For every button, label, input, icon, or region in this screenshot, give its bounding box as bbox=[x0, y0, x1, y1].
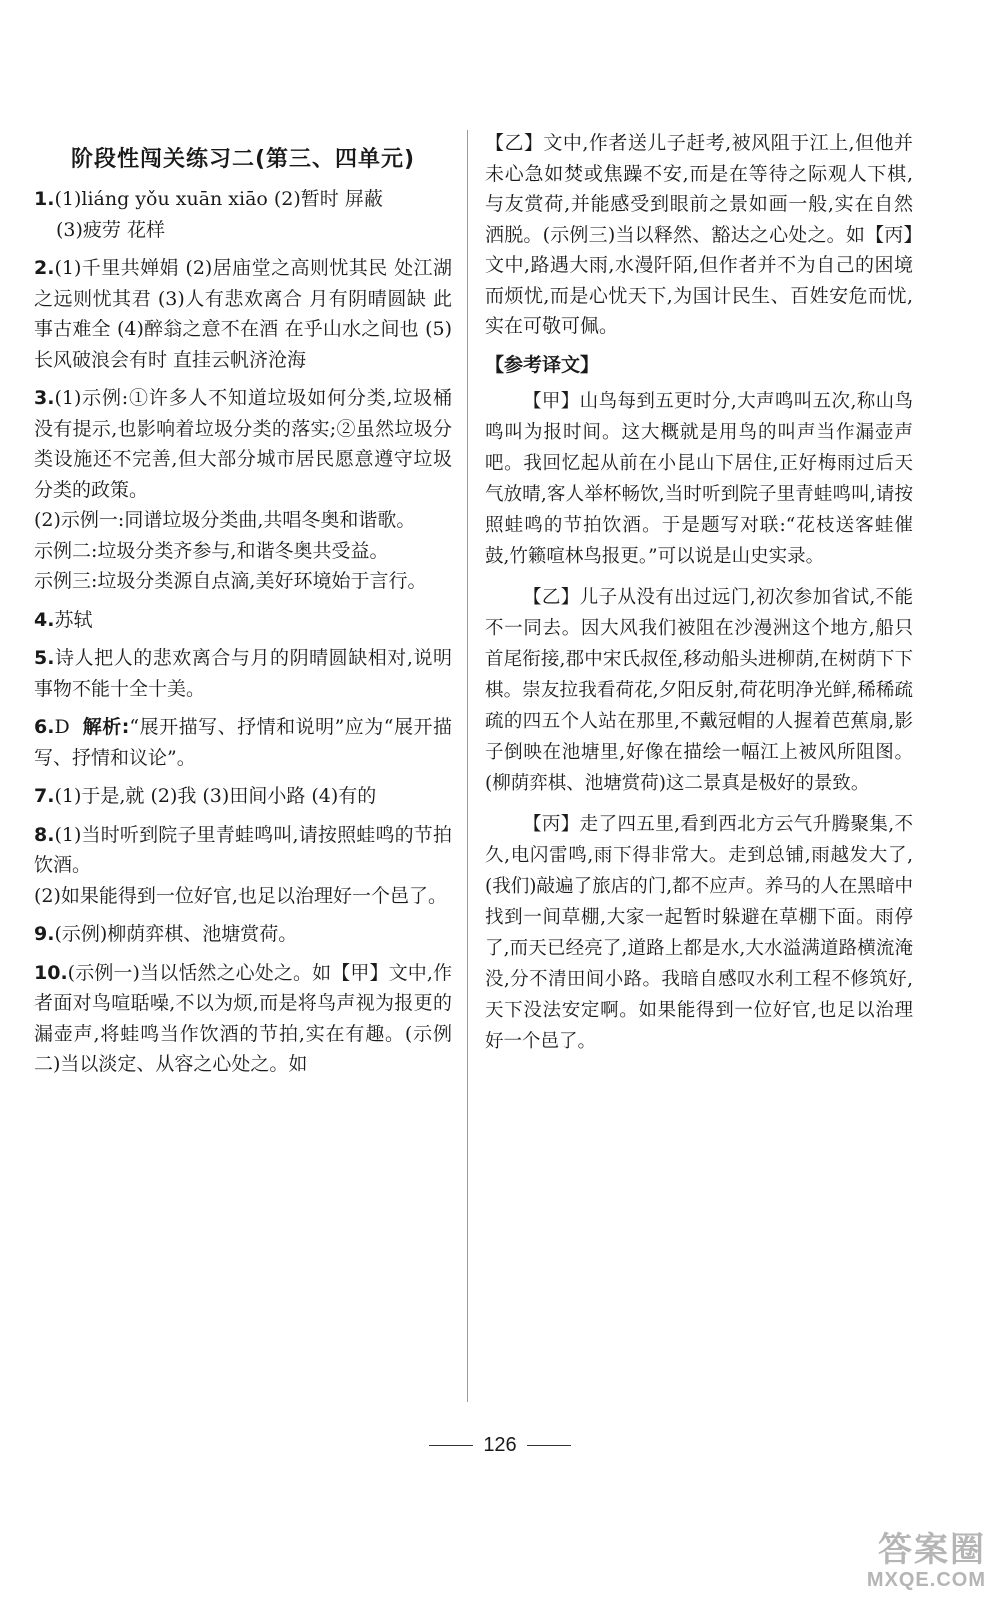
watermark-logo-text: 答案圈 bbox=[878, 1531, 986, 1569]
page-number-rule-right bbox=[527, 1445, 571, 1446]
item-text: (1)示例:①许多人不知道垃圾如何分类,垃圾桶没有提示,也影响着垃圾分类的落实;②虽然垃圾分类设施还不完善,但大部分城市居民愿意遵守垃圾分类的政策。 bbox=[34, 387, 452, 501]
answer-item-5 bbox=[34, 643, 452, 704]
item-number: 2. bbox=[34, 257, 55, 279]
item-text: (1)千里共婵娟 (2)居庙堂之高则忧其民 处江湖之远则忧其君 (3)人有悲欢离合 月有阴晴圆缺 此事古难全 (4)醉翁之意不在酒 在乎山水之间也 (5)长风破浪会有时 直挂云帆济沧海 bbox=[34, 257, 452, 371]
right-column bbox=[485, 128, 913, 1067]
item-text: (1)liáng yǒu xuān xiāo (2)暂时 屏蔽 bbox=[54, 188, 383, 210]
item-text: 示例三:垃圾分类源自点滴,美好环境始于言行。 bbox=[34, 570, 427, 592]
item-text: (2)示例一:同谱垃圾分类曲,共唱冬奥和谐歌。 bbox=[34, 509, 416, 531]
item-number: 9. bbox=[34, 923, 55, 945]
translation-paragraph-bing: 【丙】走了四五里,看到西北方云气升腾聚集,不久,电闪雷鸣,雨下得非常大。走到总铺,雨越发大了,(我们)敲遍了旅店的门,都不应声。养马的人在黑暗中找到一间草棚,大家一起暂时躲避在草棚下面。雨停了,而天已经亮了,道路上都是水,大水溢满道路横流淹没,分不清田间小路。我暗自感叹水利工程不修筑好,天下没法安定啊。如果能得到一位好官,也足以治理好一个邑了。 bbox=[485, 813, 913, 1052]
answer-item-10 bbox=[34, 958, 452, 1080]
item-text: “展开描写、抒情和说明”应为“展开描写、抒情和议论”。 bbox=[34, 716, 452, 769]
item-number: 1. bbox=[34, 188, 55, 210]
item-number: 7. bbox=[34, 785, 55, 807]
item-text: (1)当时听到院子里青蛙鸣叫,请按照蛙鸣的节拍饮酒。 bbox=[34, 823, 452, 876]
item-number: 6. bbox=[34, 716, 55, 738]
translation-paragraph-jia: 【甲】山鸟每到五更时分,大声鸣叫五次,称山鸟鸣叫为报时间。这大概就是用鸟的叫声当作漏壶声吧。我回忆起从前在小昆山下居住,正好梅雨过后天气放晴,客人举杯畅饮,当时听到院子里青蛙鸣叫,请按照蛙鸣的节拍饮酒。于是题写对联:“花枝送客蛙催鼓,竹籁喧林鸟报更。”可以说是山史实录。 bbox=[485, 390, 913, 567]
site-watermark bbox=[860, 1522, 990, 1592]
translation-block bbox=[485, 386, 913, 1057]
answer-item-2 bbox=[34, 253, 452, 375]
answer-item-9 bbox=[34, 919, 452, 950]
analysis-label: 解析: bbox=[82, 716, 130, 738]
left-column bbox=[34, 140, 452, 1088]
column-divider bbox=[467, 130, 468, 1402]
item-number: 3. bbox=[34, 387, 55, 409]
page-number-rule-left bbox=[429, 1445, 473, 1446]
item-text: (3)疲劳 花样 bbox=[56, 218, 165, 241]
reference-translation-heading: 【参考译文】 bbox=[485, 353, 600, 376]
item-number: 10. bbox=[34, 961, 68, 984]
answer-item-3 bbox=[34, 383, 452, 597]
item-text: 诗人把人的悲欢离合与月的阴晴圆缺相对,说明事物不能十全十美。 bbox=[34, 647, 452, 700]
translation-paragraph-yi: 【乙】儿子从没有出过远门,初次参加省试,不能不一同去。因大风我们被阻在沙漫洲这个地方,船只首尾衔接,郡中宋氏叔侄,移动船头进柳荫,在树荫下下棋。崇友拉我看荷花,夕阳反射,荷花明净光鲜,稀稀疏疏的四五个人站在那里,不戴冠帽的人握着芭蕉扇,影子倒映在池塘里,好像在描绘一幅江上被风所阻图。(柳荫弈棋、池塘赏荷)这二景真是极好的景致。 bbox=[485, 586, 913, 794]
page-number bbox=[0, 1434, 1000, 1457]
item-text: (1)于是,就 (2)我 (3)田间小路 (4)有的 bbox=[54, 785, 377, 807]
item-text: 苏轼 bbox=[54, 608, 93, 631]
answer-item-8 bbox=[34, 820, 452, 912]
item-number: 4. bbox=[34, 608, 55, 631]
item-text: (示例)柳荫弈棋、池塘赏荷。 bbox=[54, 923, 298, 945]
item-text: (2)如果能得到一位好官,也足以治理好一个邑了。 bbox=[34, 884, 447, 907]
item-text: (示例一)当以恬然之心处之。如【甲】文中,作者面对鸟喧聒噪,不以为烦,而是将鸟声视为报更的漏壶声,将蛙鸣当作饮酒的节拍,实在有趣。(示例二)当以淡定、从容之心处之。如 bbox=[34, 961, 452, 1075]
answer-10-continued: 【乙】文中,作者送儿子赶考,被风阻于江上,但他并未心急如焚或焦躁不安,而是在等待之际观人下棋,与友赏荷,并能感受到眼前之景如画一般,实在自然洒脱。(示例三)当以释然、豁达之心处之。如【丙】文中,路遇大雨,水漫阡陌,但作者并不为自己的困境而烦忧,而是心忧天下,为国计民生、百姓安危而忧,实在可敬可佩。 bbox=[485, 132, 913, 337]
page-title: 阶段性闯关练习二(第三、四单元) bbox=[70, 147, 416, 172]
page-number-text: 126 bbox=[483, 1434, 517, 1456]
answer-item-7 bbox=[34, 781, 452, 812]
answer-item-1 bbox=[34, 184, 452, 245]
item-answer: D bbox=[54, 716, 70, 738]
watermark-url: MXQE.COM bbox=[866, 1569, 986, 1591]
item-number: 8. bbox=[34, 823, 55, 846]
item-text: 示例二:垃圾分类齐参与,和谐冬奥共受益。 bbox=[34, 539, 389, 562]
answer-item-4 bbox=[34, 605, 452, 636]
answer-item-6 bbox=[34, 712, 452, 773]
item-number: 5. bbox=[34, 647, 55, 669]
